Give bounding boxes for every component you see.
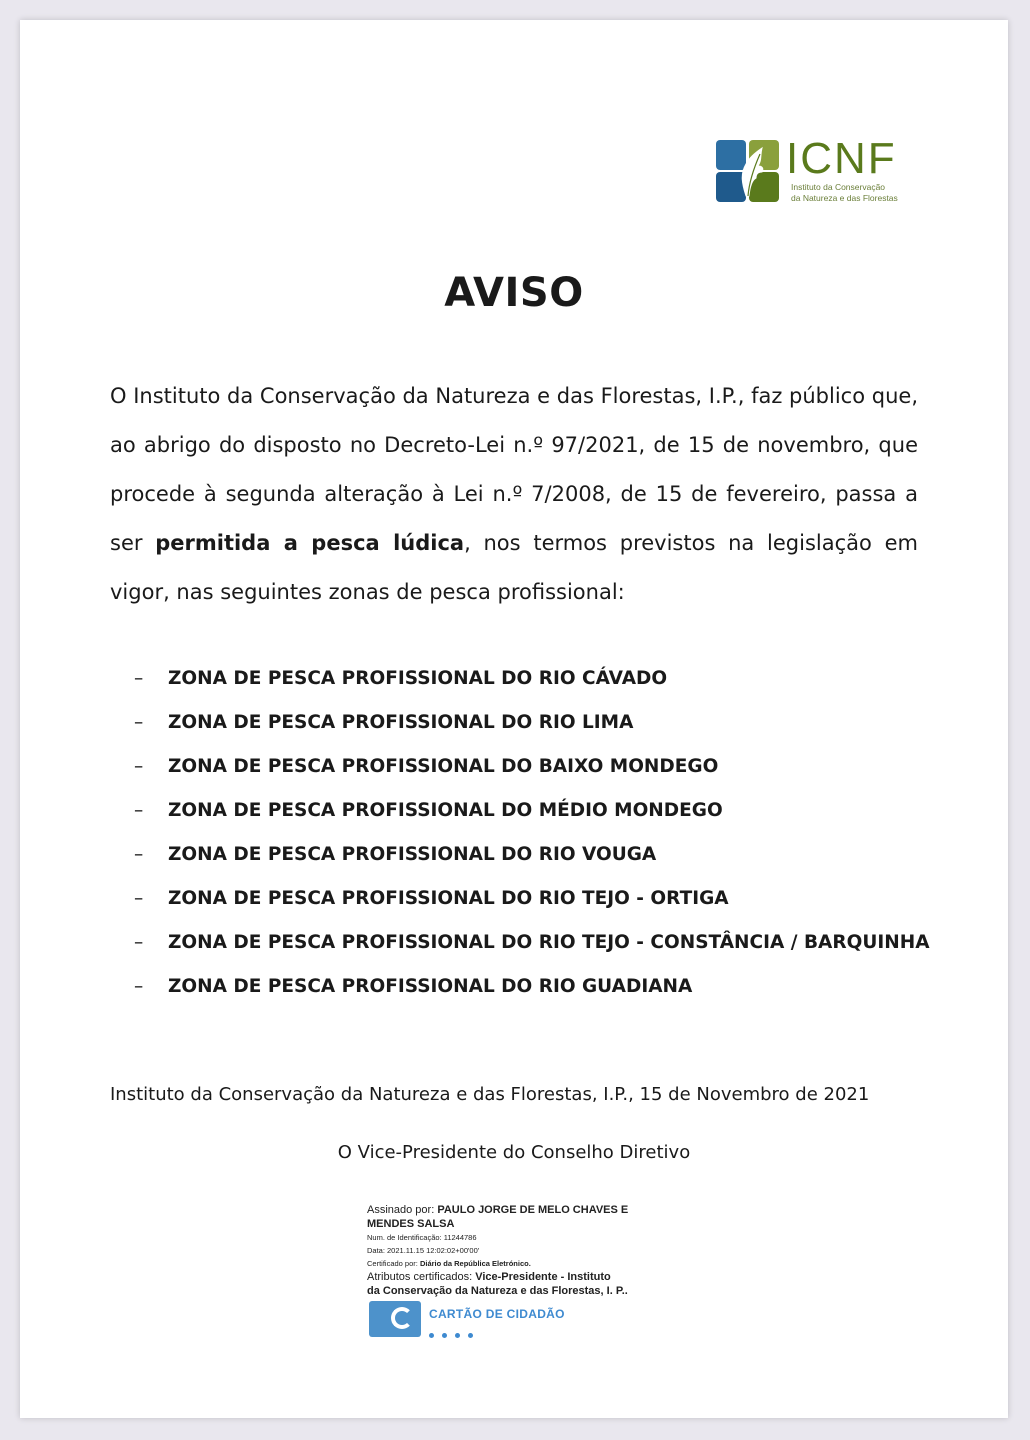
- zone-name: ZONA DE PESCA PROFISSIONAL DO BAIXO MONDEGO: [168, 756, 719, 777]
- list-item: [134, 789, 930, 833]
- citizen-card-label: CARTÃO DE CIDADÃO: [429, 1307, 565, 1321]
- document-page: [20, 20, 1008, 1418]
- oak-leaf-icon: [716, 138, 780, 202]
- signature-attributes: [367, 1270, 687, 1284]
- zone-name: ZONA DE PESCA PROFISSIONAL DO RIO TEJO - CONSTÂNCIA / BARQUINHA: [168, 932, 930, 953]
- list-item: [134, 833, 930, 877]
- body-text-bold: permitida a pesca lúdica: [155, 531, 465, 555]
- logo-name: ICNF: [786, 134, 897, 183]
- body-text-part: , nos termos previstos na legislação em vigor, nas seguintes zonas de pesca profissional:: [110, 531, 918, 604]
- logo-subtitle-line: Instituto da Conservação: [791, 182, 886, 192]
- signature-attributes-cont: [367, 1284, 687, 1298]
- icnf-logo: [716, 134, 926, 228]
- signature-id: Num. de Identificação: 11244786: [367, 1233, 477, 1242]
- body-text-part: O Instituto da Conservação da Natureza e das Florestas, I.P., faz público que, ao abrigo do disposto no Decreto-Lei n.º 97/2021, de 15 de novembro, que procede à segunda alteração à Lei n.º 7/2008, de 15 de fevereiro, passa a ser: [110, 384, 918, 555]
- list-dash: –: [134, 668, 144, 689]
- list-dash: –: [134, 712, 144, 733]
- list-dash: –: [134, 800, 144, 821]
- signer-name: PAULO JORGE DE MELO CHAVES E: [437, 1204, 629, 1216]
- signed-by-label: Assinado por:: [367, 1204, 435, 1216]
- signature-date: Data: 2021.11.15 12:02:02+00'00': [367, 1246, 480, 1255]
- signature-signer: [367, 1203, 687, 1217]
- zone-name: ZONA DE PESCA PROFISSIONAL DO RIO GUADIANA: [168, 976, 693, 997]
- signer-name-cont: MENDES SALSA: [367, 1218, 455, 1230]
- cert-value: Diário da República Eletrónico.: [419, 1259, 531, 1268]
- zone-name: ZONA DE PESCA PROFISSIONAL DO MÉDIO MONDEGO: [168, 800, 723, 821]
- zone-name: ZONA DE PESCA PROFISSIONAL DO RIO LIMA: [168, 712, 634, 733]
- list-item: [134, 745, 930, 789]
- list-item: [134, 921, 930, 965]
- page-title: AVISO: [444, 270, 584, 316]
- signatory-role: O Vice-Presidente do Conselho Diretivo: [337, 1142, 691, 1163]
- attr-value-cont: da Conservação da Natureza e das Florestas, I. P..: [367, 1285, 628, 1297]
- zone-name: ZONA DE PESCA PROFISSIONAL DO RIO VOUGA: [168, 844, 657, 865]
- list-dash: –: [134, 844, 144, 865]
- digital-signature: [367, 1203, 687, 1333]
- list-item: [134, 657, 930, 701]
- attr-label: Atributos certificados:: [367, 1271, 473, 1283]
- citizen-card-icon: [369, 1301, 421, 1337]
- zone-list: [134, 657, 930, 1009]
- list-dash: –: [134, 888, 144, 909]
- zone-name: ZONA DE PESCA PROFISSIONAL DO RIO TEJO - ORTIGA: [168, 888, 729, 909]
- citizen-card-dots: [429, 1325, 481, 1343]
- list-dash: –: [134, 932, 144, 953]
- list-item: [134, 965, 930, 1009]
- attr-value: Vice-Presidente - Instituto: [475, 1271, 611, 1283]
- logo-subtitle: [791, 182, 931, 204]
- notice-body: [110, 372, 918, 617]
- list-dash: –: [134, 756, 144, 777]
- list-dash: –: [134, 976, 144, 997]
- logo-subtitle-line: da Natureza e das Florestas: [791, 193, 898, 203]
- list-item: [134, 701, 930, 745]
- signature-signer-cont: [367, 1217, 687, 1231]
- place-date: Instituto da Conservação da Natureza e das Florestas, I.P., 15 de Novembro de 2021: [110, 1084, 870, 1105]
- cert-label: Certificado por:: [367, 1259, 418, 1268]
- zone-name: ZONA DE PESCA PROFISSIONAL DO RIO CÁVADO: [168, 668, 668, 689]
- signature-cert: [367, 1257, 687, 1270]
- list-item: [134, 877, 930, 921]
